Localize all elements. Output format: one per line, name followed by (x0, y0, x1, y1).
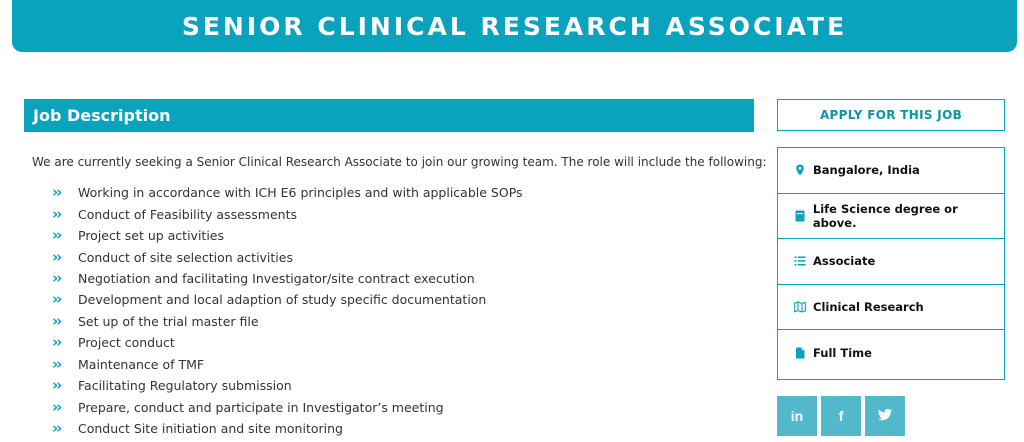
duty-text: Project conduct (78, 335, 175, 351)
duties-list (52, 182, 742, 439)
duty-text: Working in accordance with ICH E6 principles and with applicable SOPs (78, 185, 523, 201)
double-chevron-right-icon: ›› (52, 397, 61, 416)
list-item (52, 418, 742, 439)
detail-location (778, 148, 1004, 194)
double-chevron-right-icon: ›› (52, 376, 61, 395)
double-chevron-right-icon: ›› (52, 354, 61, 373)
duty-text: Development and local adaption of study specific documentation (78, 292, 487, 308)
list-item (52, 311, 742, 332)
page-banner (12, 0, 1017, 52)
list-icon (793, 254, 807, 268)
double-chevron-right-icon: ›› (52, 226, 61, 245)
list-item (52, 289, 742, 310)
list-item (52, 246, 742, 267)
double-chevron-right-icon: ›› (52, 247, 61, 266)
list-item (52, 182, 742, 203)
map-pin-icon (793, 163, 807, 177)
list-item (52, 268, 742, 289)
duty-text: Negotiation and facilitating Investigator/site contract execution (78, 270, 475, 286)
duty-text: Conduct of Feasibility assessments (78, 206, 297, 222)
apply-button[interactable]: APPLY FOR THIS JOB (777, 99, 1005, 131)
duty-text: Prepare, conduct and participate in Investigator’s meeting (78, 399, 444, 415)
social-share-bar (777, 396, 905, 436)
list-item (52, 354, 742, 375)
list-item (52, 225, 742, 246)
list-item (52, 396, 742, 417)
job-intro-text: We are currently seeking a Senior Clinical Research Associate to join our growing team. The role will include the following: (32, 155, 767, 169)
detail-text: Life Science degree or above. (812, 201, 958, 230)
list-item (52, 332, 742, 353)
double-chevron-right-icon: ›› (52, 204, 61, 223)
duty-text: Facilitating Regulatory submission (78, 378, 292, 394)
linkedin-icon: in (790, 408, 804, 424)
detail-category (778, 285, 1004, 331)
duty-text: Conduct of site selection activities (78, 249, 293, 265)
detail-type (778, 330, 1004, 376)
double-chevron-right-icon: ›› (52, 268, 61, 287)
job-description-header (24, 99, 754, 132)
double-chevron-right-icon: ›› (52, 311, 61, 330)
list-item (52, 203, 742, 224)
twitter-icon (877, 407, 893, 426)
duty-text: Maintenance of TMF (78, 356, 205, 372)
job-details-panel (777, 147, 1005, 380)
book-icon (793, 209, 807, 223)
double-chevron-right-icon: ›› (52, 290, 61, 309)
detail-level (778, 239, 1004, 285)
detail-qualification (778, 194, 1004, 240)
duty-text: Conduct Site initiation and site monitoring (78, 421, 343, 437)
double-chevron-right-icon: ›› (52, 333, 61, 352)
facebook-icon: f (838, 408, 844, 424)
linkedin-share-button[interactable] (777, 396, 817, 436)
detail-text: Bangalore, India (813, 163, 920, 178)
facebook-share-button[interactable] (821, 396, 861, 436)
detail-text: Full Time (813, 346, 872, 361)
duty-text: Project set up activities (78, 228, 225, 244)
double-chevron-right-icon: ›› (52, 419, 61, 438)
duty-text: Set up of the trial master file (78, 313, 259, 329)
list-item (52, 375, 742, 396)
detail-text: Clinical Research (813, 300, 924, 315)
map-icon (793, 300, 807, 314)
document-icon (793, 346, 807, 360)
twitter-share-button[interactable] (865, 396, 905, 436)
detail-text: Associate (813, 254, 876, 269)
page-title: SENIOR CLINICAL RESEARCH ASSOCIATE (181, 11, 848, 41)
job-description-heading: Job Description (33, 106, 171, 125)
double-chevron-right-icon: ›› (52, 183, 61, 202)
